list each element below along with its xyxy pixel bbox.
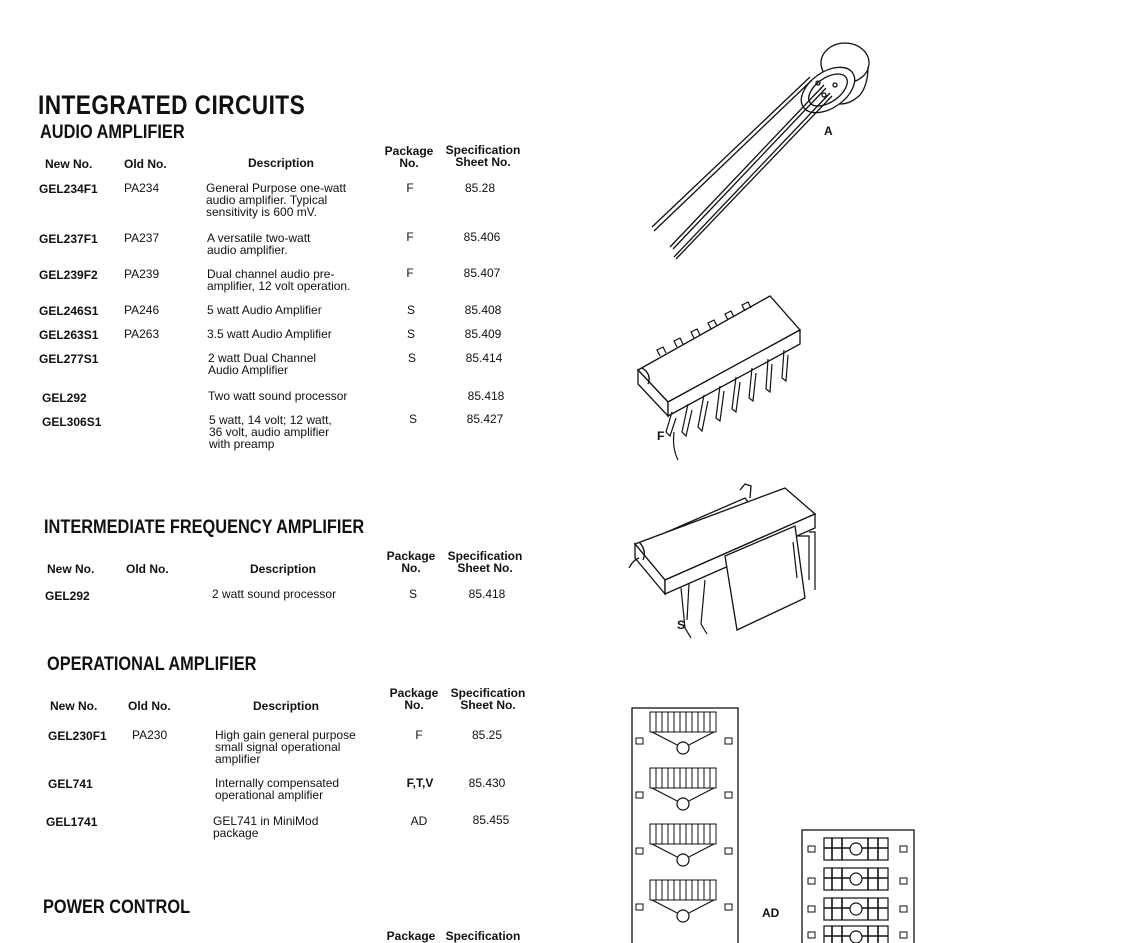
cell-package: AD: [410, 814, 428, 828]
header-package: [382, 550, 440, 574]
cell-spec: 85.427: [466, 412, 504, 426]
section-heading-operational-amplifier: OPERATIONAL AMPLIFIER: [47, 654, 257, 675]
cell-description: High gain general purpose small signal operational amplifier: [215, 728, 356, 766]
package-label-s: S: [677, 618, 686, 632]
header-new-no: New No.: [50, 699, 98, 713]
header-package-line1: Package: [389, 686, 439, 700]
header-package-line1: Package: [386, 929, 436, 943]
cell-description: 2 watt sound processor: [212, 587, 337, 601]
cell-spec: 85.406: [463, 230, 501, 244]
header-old-no: Old No.: [128, 699, 171, 713]
header-spec-line2: Sheet No.: [457, 561, 513, 575]
cell-description: GEL741 in MiniMod package: [213, 814, 319, 840]
header-package-line1: Package: [386, 549, 436, 563]
cell-spec: 85.407: [463, 266, 501, 280]
cell-spec: 85.455: [472, 813, 510, 827]
section-heading-power-control: POWER CONTROL: [43, 897, 191, 918]
header-old-no: Old No.: [124, 157, 167, 171]
cell-description: 3.5 watt Audio Amplifier: [207, 327, 332, 341]
cell-spec: 85.409: [464, 327, 502, 341]
header-description: Description: [250, 562, 317, 576]
cell-new-no: GEL234F1: [39, 182, 98, 196]
cell-old-no: PA246: [124, 303, 160, 317]
header-spec-sheet: [443, 144, 523, 168]
cell-description: 2 watt Dual Channel Audio Amplifier: [208, 351, 317, 377]
cell-spec: 85.418: [468, 587, 506, 601]
header-spec-line1: Specification: [447, 549, 523, 563]
header-package: [385, 687, 443, 711]
cell-description: General Purpose one-watt audio amplifier. Typical sensitivity is 600 mV.: [206, 181, 347, 219]
cell-new-no: GEL263S1: [39, 328, 99, 342]
cell-new-no: GEL741: [48, 777, 93, 791]
header-old-no: Old No.: [126, 562, 169, 576]
cell-spec: 85.408: [464, 303, 502, 317]
header-new-no: New No.: [45, 157, 93, 171]
header-spec-sheet: [443, 930, 523, 942]
header-package-line2: No.: [404, 698, 424, 712]
cell-package: F: [406, 181, 414, 195]
cell-spec: 85.430: [468, 776, 506, 790]
cell-new-no: GEL292: [45, 589, 90, 603]
cell-new-no: GEL306S1: [42, 415, 102, 429]
cell-description: Internally compensated operational amplifier: [215, 776, 340, 802]
cell-new-no: GEL1741: [46, 815, 98, 829]
page-title: INTEGRATED CIRCUITS: [38, 90, 306, 120]
header-spec-line1: Specification: [450, 686, 526, 700]
cell-new-no: GEL237F1: [39, 232, 98, 246]
header-spec-line2: Sheet No.: [460, 698, 516, 712]
header-spec-sheet: [448, 687, 528, 711]
header-package: [380, 145, 438, 169]
cell-package: F: [406, 230, 414, 244]
package-label-a: A: [824, 124, 833, 138]
header-package: [382, 930, 440, 942]
cell-spec: 85.25: [471, 728, 503, 742]
header-spec-line1: Specification: [445, 929, 521, 943]
cell-description: 5 watt Audio Amplifier: [207, 303, 322, 317]
header-package-line1: Package: [384, 144, 434, 158]
cell-old-no: PA230: [132, 728, 168, 742]
header-new-no: New No.: [47, 562, 95, 576]
package-label-ad: AD: [762, 906, 780, 920]
header-package-line2: No.: [399, 156, 419, 170]
cell-old-no: PA234: [124, 181, 160, 195]
header-spec-line2: Sheet No.: [455, 155, 511, 169]
cell-description: 5 watt, 14 volt; 12 watt, 36 volt, audio amplifier with preamp: [209, 413, 332, 451]
cell-spec: 85.418: [467, 389, 505, 403]
header-spec-line1: Specification: [445, 143, 521, 157]
cell-old-no: PA237: [124, 231, 160, 245]
power-s-package-icon: [625, 480, 825, 650]
cell-description: Dual channel audio pre- amplifier, 12 volt operation.: [207, 267, 351, 293]
cell-spec: 85.28: [464, 181, 496, 195]
cell-package: S: [407, 351, 416, 365]
section-heading-audio-amplifier: AUDIO AMPLIFIER: [40, 122, 185, 143]
cell-old-no: PA239: [124, 267, 160, 281]
minimod-ad-strip-icon: [630, 706, 920, 938]
to5-can-package-icon: [640, 35, 880, 265]
cell-package: S: [408, 587, 417, 601]
header-description: Description: [253, 699, 320, 713]
cell-new-no: GEL239F2: [39, 268, 98, 282]
cell-new-no: GEL230F1: [48, 729, 107, 743]
cell-new-no: GEL246S1: [39, 304, 99, 318]
cell-package: F: [415, 728, 423, 742]
header-spec-sheet: [445, 550, 525, 574]
cell-old-no: PA263: [124, 327, 160, 341]
cell-package: F: [406, 266, 414, 280]
cell-spec: 85.414: [465, 351, 503, 365]
section-heading-if-amplifier: INTERMEDIATE FREQUENCY AMPLIFIER: [44, 517, 365, 538]
cell-package: S: [406, 327, 415, 341]
cell-description: Two watt sound processor: [208, 389, 348, 403]
header-package-line2: No.: [401, 561, 421, 575]
header-description: Description: [248, 156, 315, 170]
cell-package: S: [406, 303, 415, 317]
cell-new-no: GEL277S1: [39, 352, 99, 366]
cell-package: S: [408, 412, 417, 426]
package-label-f: F: [657, 429, 665, 443]
cell-new-no: GEL292: [42, 391, 87, 405]
cell-description: A versatile two-watt audio amplifier.: [207, 231, 311, 257]
cell-package: F,T,V: [406, 776, 434, 790]
